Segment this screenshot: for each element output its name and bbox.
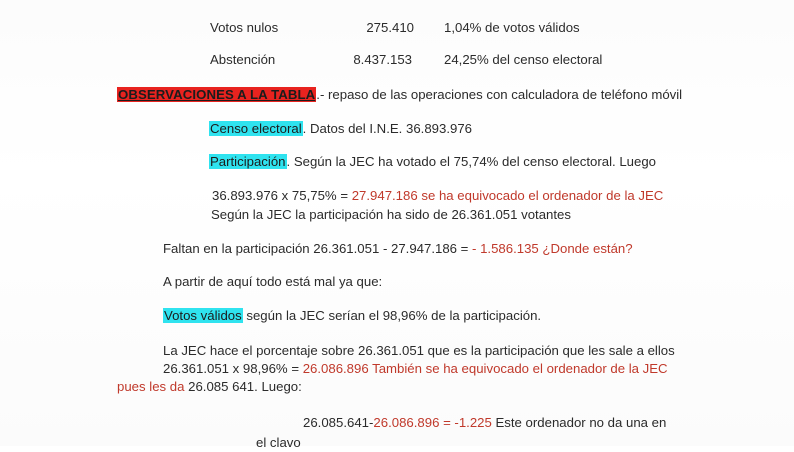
row-votos-nulos-label: Votos nulos (210, 20, 279, 35)
calc3-b: 26.086.896 = -1.225 (373, 415, 492, 430)
participacion-line (209, 153, 656, 171)
participacion-term: Participación (210, 154, 286, 169)
observaciones-rest: .- repaso de las operaciones con calculadora de teléfono móvil (316, 87, 683, 102)
row-abstencion-label: Abstención (210, 52, 276, 67)
observaciones-line (117, 86, 682, 104)
calc3-line (303, 414, 666, 432)
calc3-c: Este ordenador no da una en (491, 415, 667, 430)
calc2-expr: 26.361.051 x 98,96% = (163, 361, 303, 376)
validos-term: Votos válidos (164, 308, 242, 323)
calc3-continuation: el clavo (256, 435, 301, 450)
censo-rest: . Datos del I.N.E. 36.893.976 (302, 121, 472, 136)
row-abstencion-pct: 24,25% del censo electoral (444, 52, 603, 67)
calc3-a: 26.085.641- (303, 415, 374, 430)
calc2-line (163, 360, 668, 378)
censo-term: Censo electoral (210, 121, 302, 136)
censo-line (209, 120, 472, 138)
observaciones-heading: OBSERVACIONES A LA TABLA (118, 87, 316, 102)
porcentaje-line: La JEC hace el porcentaje sobre 26.361.051 que es la participación que les sale a ellos (163, 343, 675, 358)
calc1-expr: 36.893.976 x 75,75% = (212, 188, 352, 203)
faltan-text: Faltan en la participación 26.361.051 - 27.947.186 = (163, 241, 473, 256)
calc2b-red: pues les da (117, 379, 189, 394)
calc1-result: 27.947.186 se ha equivocado el ordenador de la JEC (351, 188, 664, 203)
row-votos-nulos-value: 275.410 (366, 20, 414, 35)
calc1-note: Según la JEC la participación ha sido de 26.361.051 votantes (211, 207, 571, 222)
participacion-rest: . Según la JEC ha votado el 75,74% del censo electoral. Luego (286, 154, 657, 169)
row-abstencion-value: 8.437.153 (353, 52, 412, 67)
calc2b-line (117, 378, 302, 396)
calc1-line (212, 187, 663, 205)
calc2b-rest: 26.085 641. Luego: (188, 379, 302, 394)
apartir-line: A partir de aquí todo está mal ya que: (163, 274, 383, 289)
row-votos-nulos-pct: 1,04% de votos válidos (444, 20, 580, 35)
faltan-line (163, 240, 633, 258)
calc2-result: 26.086.896 También se ha equivocado el ordenador de la JEC (302, 361, 668, 376)
validos-line (163, 307, 541, 325)
faltan-result: - 1.586.135 ¿Donde están? (472, 241, 633, 256)
validos-rest: según la JEC serían el 98,96% de la participación. (242, 308, 542, 323)
